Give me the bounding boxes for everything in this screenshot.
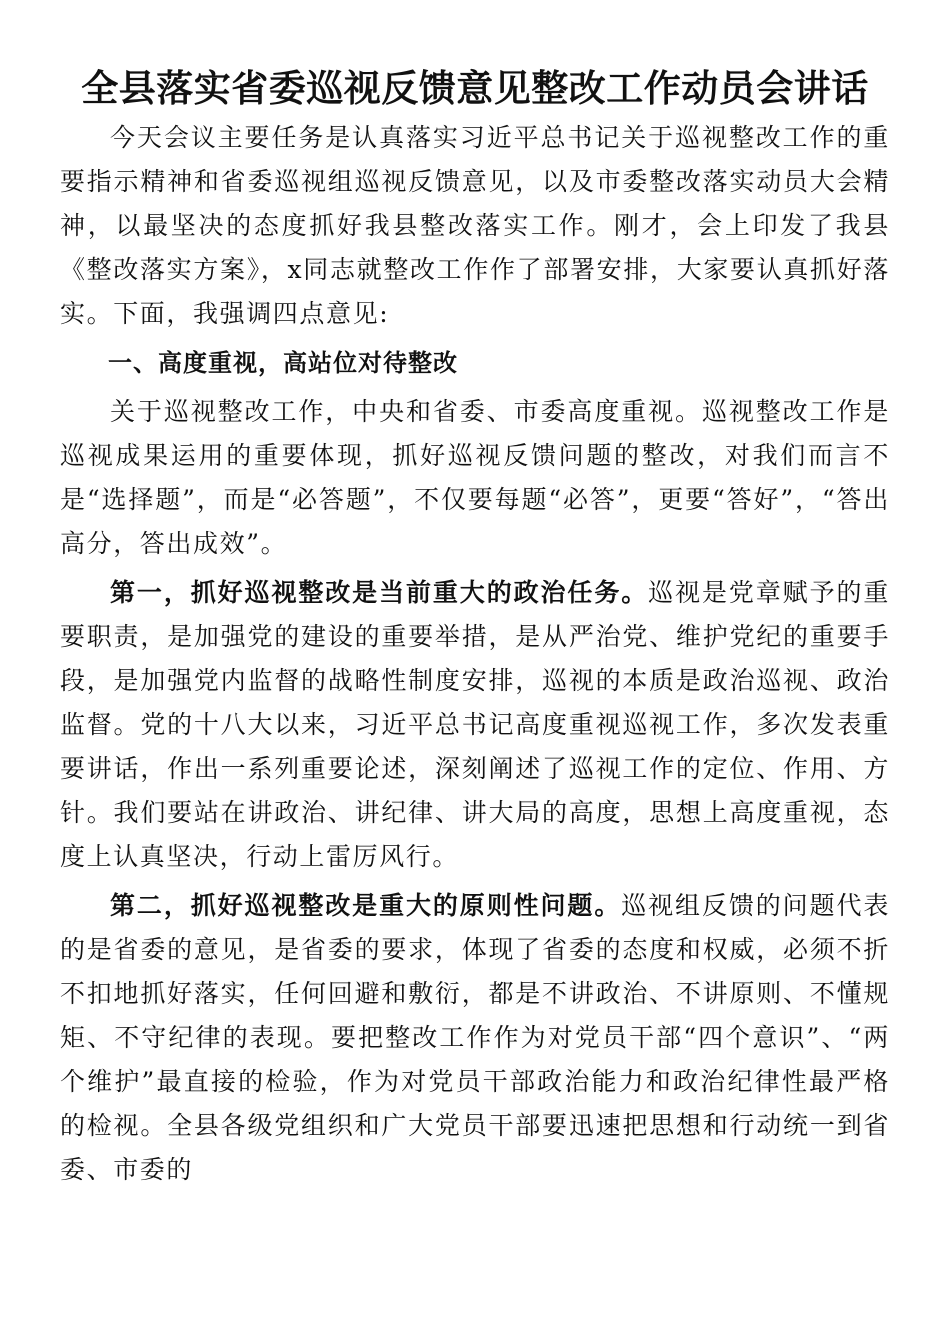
point-2-text: 巡视组反馈的问题代表的是省委的意见，是省委的要求，体现了省委的态度和权威，必须不折不扣地抓好落实，任何回避和敷衍，都是不讲政治、不讲原则、不懂规矩、不守纪律的表现。要把整改工作作为对党员干部“四个意识”、“两个维护”最直接的检验，作为对党员干部政治能力和政治纪律性最严格的检视。全县各级党组织和广大党员干部要迅速把思想和行动统一到省委、市委的 xyxy=(60,891,890,1184)
point-1-text: 巡视是党章赋予的重要职责，是加强党的建设的重要举措，是从严治党、维护党纪的重要手段，是加强党内监督的战略性制度安排，巡视的本质是政治巡视、政治监督。党的十八大以来，习近平总书记高度重视巡视工作，多次发表重要讲话，作出一系列重要论述，深刻阐述了巡视工作的定位、作用、方针。我们要站在讲政治、讲纪律、讲大局的高度，思想上高度重视，态度上认真坚决，行动上雷厉风行。 xyxy=(60,578,890,871)
section-1-paragraph: 关于巡视整改工作，中央和省委、市委高度重视。巡视整改工作是巡视成果运用的重要体现，抓好巡视反馈问题的整改，对我们而言不是“选择题”，而是“必答题”，不仅要每题“必答”，更要“答好”，“答出高分，答出成效”。 xyxy=(60,397,890,558)
intro-paragraph: 今天会议主要任务是认真落实习近平总书记关于巡视整改工作的重要指示精神和省委巡视组巡视反馈意见，以及市委整改落实动员大会精神，以最坚决的态度抓好我县整改落实工作。刚才，会上印发了我县《整改落实方案》，x同志就整改工作作了部署安排，大家要认真抓好落实。下面，我强调四点意见: xyxy=(60,123,890,328)
point-2-paragraph xyxy=(60,884,890,1192)
document-body xyxy=(60,116,890,1197)
section-heading-1: 一、高度重视，高站位对待整改 xyxy=(108,349,458,377)
point-1-paragraph xyxy=(60,571,890,879)
point-2-lead: 第二，抓好巡视整改是重大的原则性问题。 xyxy=(110,891,622,920)
point-1-lead: 第一，抓好巡视整改是当前重大的政治任务。 xyxy=(110,578,649,607)
document-title: 全县落实省委巡视反馈意见整改工作动员会讲话 xyxy=(81,66,869,110)
